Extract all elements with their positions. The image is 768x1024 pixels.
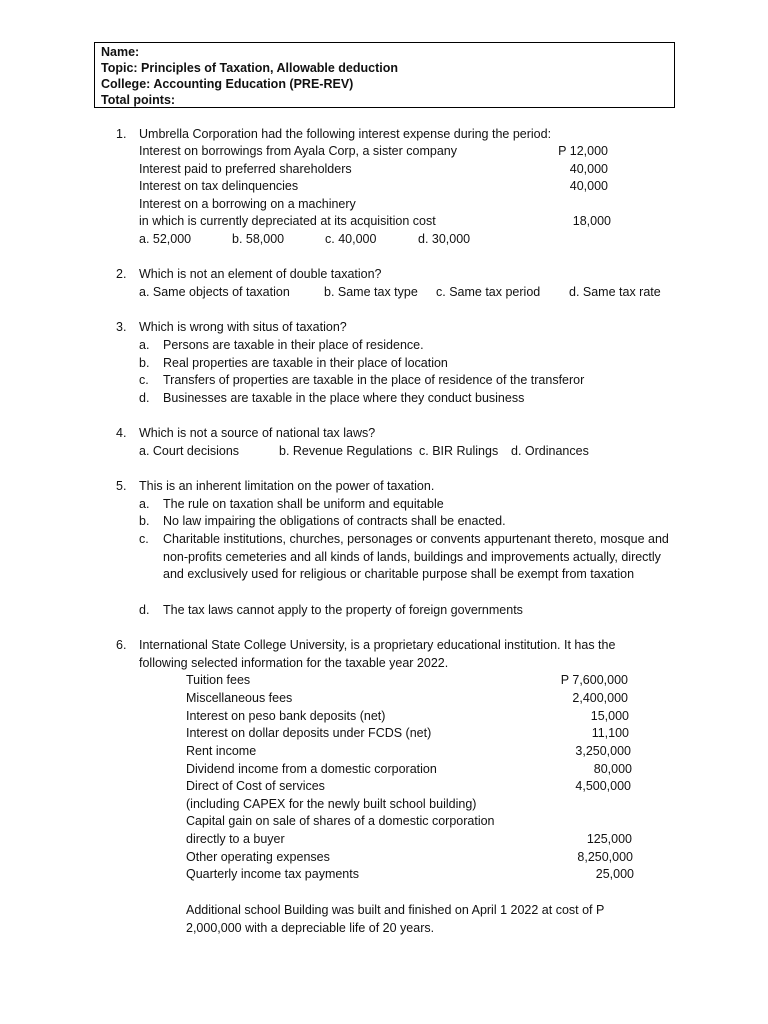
choice-text: No law impairing the obligations of contracts shall be enacted.	[163, 514, 506, 528]
question-number: 2.	[116, 267, 127, 281]
choice-letter: d.	[139, 603, 150, 617]
choice-c: c. BIR Rulings	[419, 444, 499, 458]
item-amount: 4,500,000	[575, 779, 631, 793]
item-amount: 8,250,000	[577, 850, 633, 864]
item-amount: 125,000	[586, 832, 632, 846]
question-text: Which is not an element of double taxation?	[139, 267, 382, 281]
choice-letter: b.	[139, 356, 150, 370]
item-label: Other operating expenses	[186, 850, 330, 864]
choice-text: The rule on taxation shall be uniform and equitable	[163, 497, 444, 511]
item-label: in which is currently depreciated at its acquisition cost	[139, 214, 436, 228]
question-text: International State College University, is a proprietary educational institution. It has the	[139, 638, 616, 652]
choice-text: Charitable institutions, churches, personages or convents appurtenant thereto, mosque and non-profits cemeteries and all kinds of lands, buildings and improvements actually, directly and exclusively used for religious or charitable purpose shall be exempt from taxation	[163, 532, 669, 582]
item-label: Interest on peso bank deposits (net)	[186, 709, 386, 723]
item-label: Direct of Cost of services	[186, 779, 325, 793]
choice-text: The tax laws cannot apply to the property of foreign governments	[163, 603, 523, 617]
item-label: Interest on dollar deposits under FCDS (net)	[186, 726, 432, 740]
header-box	[94, 42, 675, 108]
question-text: Which is not a source of national tax laws?	[139, 426, 376, 440]
item-amount: 80,000	[593, 762, 632, 776]
college-line: College: Accounting Education (PRE-REV)	[101, 77, 354, 91]
item-amount: 18,000	[572, 214, 611, 228]
choice-a: a. 52,000	[139, 232, 192, 246]
item-label: Rent income	[186, 744, 257, 758]
item-label: Tuition fees	[186, 673, 251, 687]
question-text: This is an inherent limitation on the power of taxation.	[139, 479, 435, 493]
item-amount: P 7,600,000	[560, 673, 628, 687]
item-label: (including CAPEX for the newly built school building)	[186, 797, 477, 811]
question-number: 4.	[116, 426, 127, 440]
item-label: Interest paid to preferred shareholders	[139, 162, 352, 176]
choice-letter: c.	[139, 373, 149, 387]
question-text: Which is wrong with situs of taxation?	[139, 320, 347, 334]
topic-line: Topic: Principles of Taxation, Allowable deduction	[101, 61, 399, 75]
item-label: Dividend income from a domestic corporation	[186, 762, 437, 776]
choice-b: b. 58,000	[232, 232, 285, 246]
choice-d: d. Same tax rate	[569, 285, 661, 299]
choice-b: b. Same tax type	[324, 285, 418, 299]
item-amount: P 12,000	[558, 144, 608, 158]
choice-text: Businesses are taxable in the place where they conduct business	[163, 391, 525, 405]
item-amount: 40,000	[569, 162, 608, 176]
question-number: 3.	[116, 320, 127, 334]
choice-c: c. 40,000	[325, 232, 377, 246]
total-points-line: Total points:	[101, 93, 176, 107]
item-label: Interest on tax delinquencies	[139, 179, 299, 193]
item-amount: 11,100	[591, 726, 629, 740]
choice-text: Real properties are taxable in their place of location	[163, 356, 448, 370]
choice-letter: a.	[139, 338, 150, 352]
choice-letter: b.	[139, 514, 150, 528]
question-number: 5.	[116, 479, 127, 493]
choice-letter: d.	[139, 391, 150, 405]
item-amount: 2,400,000	[572, 691, 628, 705]
item-label: Interest on borrowings from Ayala Corp, a sister company	[139, 144, 457, 158]
choice-d: d. 30,000	[418, 232, 471, 246]
choice-letter: a.	[139, 497, 150, 511]
choice-a: a. Court decisions	[139, 444, 240, 458]
item-label: directly to a buyer	[186, 832, 285, 846]
question-text: following selected information for the taxable year 2022.	[139, 656, 449, 670]
building-note: Additional school Building was built and finished on April 1 2022 at cost of P 2,000,000 with a depreciable life of 20 years.	[186, 903, 605, 935]
item-amount: 15,000	[590, 709, 629, 723]
choice-text: Transfers of properties are taxable in the place of residence of the transferor	[163, 373, 585, 387]
item-label: Miscellaneous fees	[186, 691, 293, 705]
name-line: Name:	[101, 45, 140, 59]
question-number: 6.	[116, 638, 127, 652]
choice-letter: c.	[139, 532, 149, 546]
item-label: Capital gain on sale of shares of a domestic corporation	[186, 814, 495, 828]
item-amount: 25,000	[595, 867, 634, 881]
choice-c: c. Same tax period	[436, 285, 541, 299]
item-amount: 40,000	[569, 179, 608, 193]
question-text: Umbrella Corporation had the following interest expense during the period:	[139, 127, 552, 141]
choice-d: d. Ordinances	[511, 444, 589, 458]
item-amount: 3,250,000	[575, 744, 631, 758]
choice-a: a. Same objects of taxation	[139, 285, 290, 299]
question-number: 1.	[116, 127, 127, 141]
choice-text: Persons are taxable in their place of residence.	[163, 338, 424, 352]
item-label: Quarterly income tax payments	[186, 867, 359, 881]
choice-b: b. Revenue Regulations	[279, 444, 413, 458]
item-label: Interest on a borrowing on a machinery	[139, 197, 356, 211]
